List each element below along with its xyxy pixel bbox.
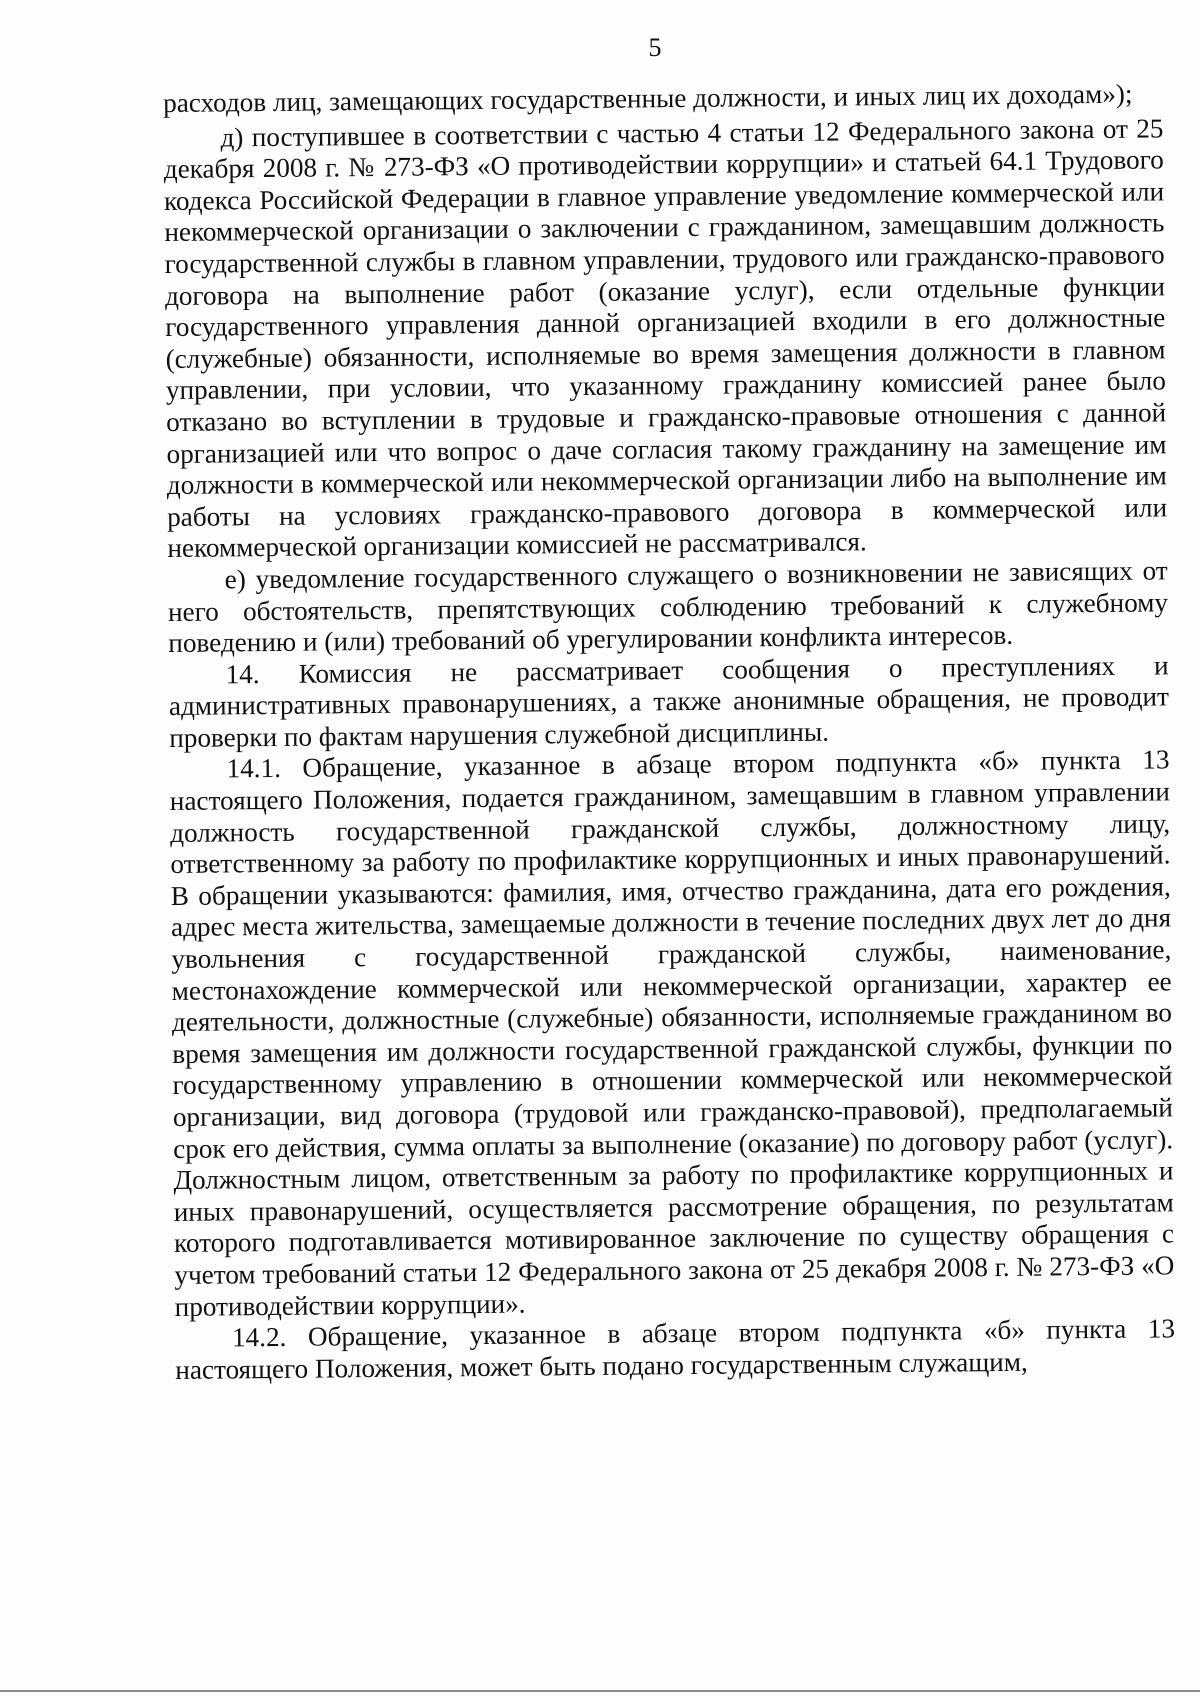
page-number: 5 bbox=[648, 33, 662, 62]
paragraph-continuation: расходов лиц, замещающих государственные должности, и иных лиц их доходам»); bbox=[163, 78, 1133, 118]
paragraph-item-14-2: 14.2. Обращение, указанное в абзаце втором подпункта «б» пункта 13 настоящего Положения, может быть подано государственным служащим, bbox=[175, 1313, 1176, 1385]
document-body bbox=[163, 78, 1175, 1386]
paragraph-item-14-1: 14.1. Обращение, указанное в абзаце втором подпункта «б» пункта 13 настоящего Положения, подается гражданином, замещавшим в главном управлении должность государственной гражданской службы, должностному лицу, ответственному за работу по профилактике коррупционных и иных правонарушений. В обращении указываются: фамилия, имя, отчество гражданина, дата его рождения, адрес места жительства, замещаемые должности в течение последних двух лет до дня увольнения с государственной гражданской службы, наименование, местонахождение коммерческой или некоммерческой организации, характер ее деятельности, должностные (служебные) обязанности, исполняемые гражданином во время замещения им должности государственной гражданской службы, функции по государственному управлению в отношении коммерческой или некоммерческой организации, вид договора (трудовой или гражданско-правовой), предполагаемый срок его действия, сумма оплаты за выполнение (оказание) по договору работ (услуг). Должностным лицом, ответственным за работу по профилактике коррупционных и иных правонарушений, осуществляется рассмотрение обращения, по результатам которого подготавливается мотивированное заключение по существу обращения с учетом требований статьи 12 Федерального закона от 25 декабря 2008 г. № 273-ФЗ «О противодействии коррупции». bbox=[169, 744, 1175, 1322]
page-bottom-edge bbox=[0, 1690, 1200, 1692]
paragraph-item-14: 14. Комиссия не рассматривает сообщения о преступлениях и административных правонарушениях, а также анонимные обращения, не проводит проверки по фактам нарушения служебной дисциплины. bbox=[168, 650, 1170, 753]
paragraph-item-e: е) уведомление государственного служащего о возникновении не зависящих от него обстоятельств, препятствующих соблюдению требований к служебному поведению и (или) требований об урегулировании конфликта интересов. bbox=[167, 555, 1169, 659]
paragraph-item-d: д) поступившее в соответствии с частью 4 статьи 12 Федерального закона от 25 декабря 2008 г. № 273-ФЗ «О противодействии коррупции» и статьей 64.1 Трудового кодекса Российской Федерации в главное управление уведомление коммерческой или некоммерческой организации о заключении с гражданином, замещавшим должность государственной службы в главном управлении, трудового или гражданско-правового договора на выполнение работ (оказание услуг), если отдельные функции государственного управления данной организацией входили в его должностные (служебные) обязанности, исполняемые во время замещения должности в главном управлении, при условии, что указанному гражданину комиссией ранее было отказано во вступлении в трудовые и гражданско-правовые отношения с данной организацией или что вопрос о даче согласия такому гражданину на замещение им должности в коммерческой или некоммерческой организации либо на выполнение им работы на условиях гражданско-правового договора в коммерческой или некоммерческой организации комиссией не рассматривался. bbox=[163, 112, 1168, 564]
